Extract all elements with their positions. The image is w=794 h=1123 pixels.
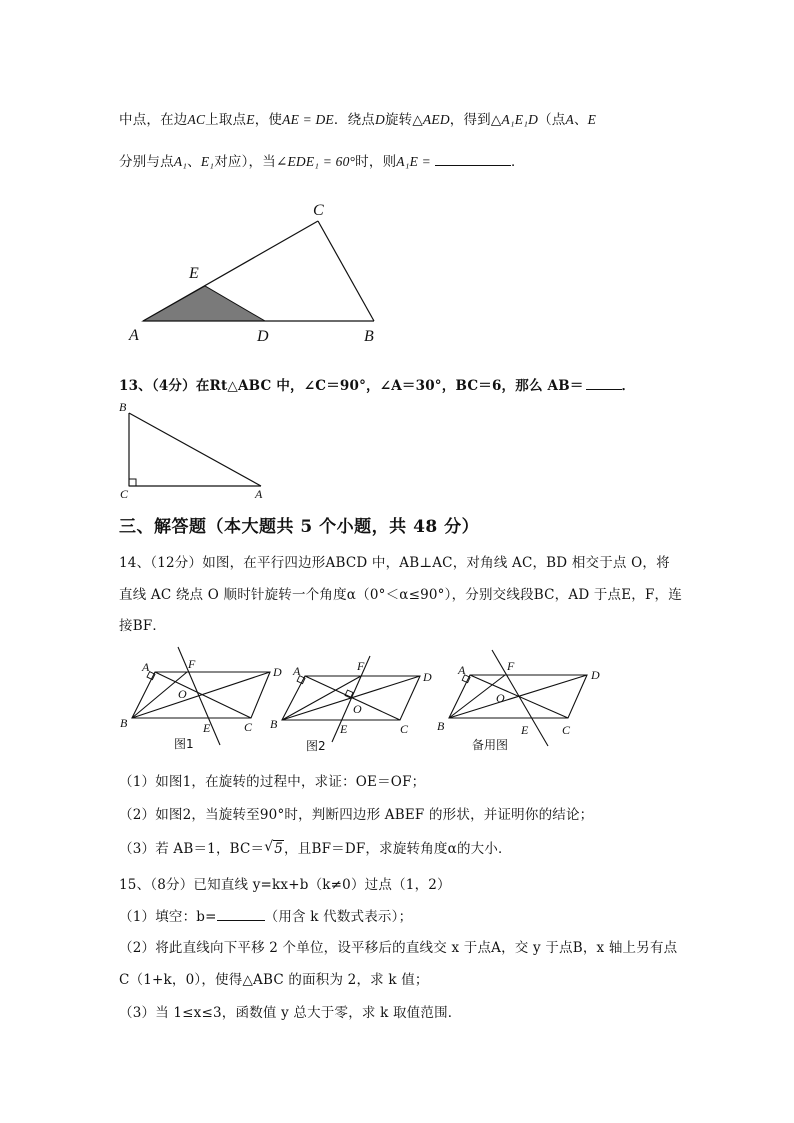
problem14-sub3: （3）若 AB＝1，BC＝ √ 5，且BF＝DF，求旋转角度α的大小． <box>119 839 512 857</box>
label-b-13: B <box>119 400 127 414</box>
label-d: D <box>257 328 269 345</box>
problem13-text: 13、（4分）在Rt△ABC 中，∠C＝90°，∠A＝30°，BC＝6，那么 AB＝ ． <box>119 378 636 394</box>
answer-blank-15 <box>217 908 265 921</box>
fig3-label-e: E <box>521 723 529 737</box>
sqrt-symbol: √ 5 <box>264 839 284 857</box>
fig1-label-c: C <box>244 720 253 734</box>
fig3-label-c: C <box>562 723 571 737</box>
problem12-line2: 分别与点A₁、E₁对应），当∠EDE₁ = 60°时，则A₁E = ． <box>119 154 525 170</box>
fig3-label-a: A <box>458 663 466 677</box>
fig1-label-o: O <box>178 687 187 701</box>
label-c-13: C <box>120 487 129 501</box>
problem14-sub1: （1）如图1，在旋转的过程中，求证：OE＝OF； <box>119 774 426 790</box>
problem15-sub2-line1: （2）将此直线向下平移 2 个单位，设平移后的直线交 x 于点A，交 y 于点B，x 轴上另有点 <box>119 940 678 956</box>
problem15-sub2-line2: C（1+k，0），使得△ABC 的面积为 2，求 k 值； <box>119 972 429 988</box>
section-heading: 三、解答题（本大题共 5 个小题，共 48 分） <box>119 517 480 537</box>
fig3-caption: 备用图 <box>472 738 509 752</box>
fig1-label-a: A <box>142 660 150 674</box>
fig3-label-b: B <box>437 719 445 733</box>
fig3-label-o: O <box>496 691 505 705</box>
problem15-sub3: （3）当 1≤x≤3，函数值 y 总大于零，求 k 取值范围． <box>119 1005 462 1021</box>
fig1-label-e: E <box>203 721 211 735</box>
fig3-label-d: D <box>591 668 600 682</box>
problem12-line1: 中点，在边AC上取点E，使AE = DE．绕点D旋转△AED，得到△A₁E₁D（点A、E <box>119 112 597 128</box>
fig2-label-d: D <box>423 670 432 684</box>
problem15-sub1: （1）填空：b= （用含 k 代数式表示）； <box>119 909 413 925</box>
problem14-line2: 直线 AC 绕点 O 顺时针旋转一个角度α（0°＜α≤90°），分别交线段BC，AD 于点E，F，连 <box>119 587 682 603</box>
problem15-line1: 15、（8分）已知直线 y=kx+b（k≠0）过点（1，2） <box>119 877 451 893</box>
fig2-label-c: C <box>400 722 409 736</box>
problem14-sub2: （2）如图2，当旋转至90°时，判断四边形 ABEF 的形状，并证明你的结论； <box>119 807 594 823</box>
label-a-13: A <box>255 487 263 501</box>
fig1-label-b: B <box>120 716 128 730</box>
fig2-label-a: A <box>293 664 301 678</box>
diagonal-bd-3 <box>449 675 587 718</box>
label-a: A <box>129 327 139 344</box>
fig2-label-b: B <box>270 717 278 731</box>
label-b: B <box>364 328 374 345</box>
fig1-caption: 图1 <box>174 737 194 751</box>
fig3-label-f: F <box>507 659 515 673</box>
fig2-caption: 图2 <box>306 739 326 753</box>
fig2-label-f: F <box>357 659 365 673</box>
label-c: C <box>313 202 324 219</box>
fig1-label-f: F <box>188 657 196 671</box>
fig2-label-o: O <box>353 702 362 716</box>
fig2-label-e: E <box>340 722 348 736</box>
problem14-line1: 14、（12分）如图，在平行四边形ABCD 中，AB⊥AC，对角线 AC，BD 相交于点 O，将 <box>119 555 670 571</box>
label-e: E <box>189 265 199 282</box>
problem14-line3: 接BF． <box>119 618 167 634</box>
fig1-label-d: D <box>273 665 282 679</box>
